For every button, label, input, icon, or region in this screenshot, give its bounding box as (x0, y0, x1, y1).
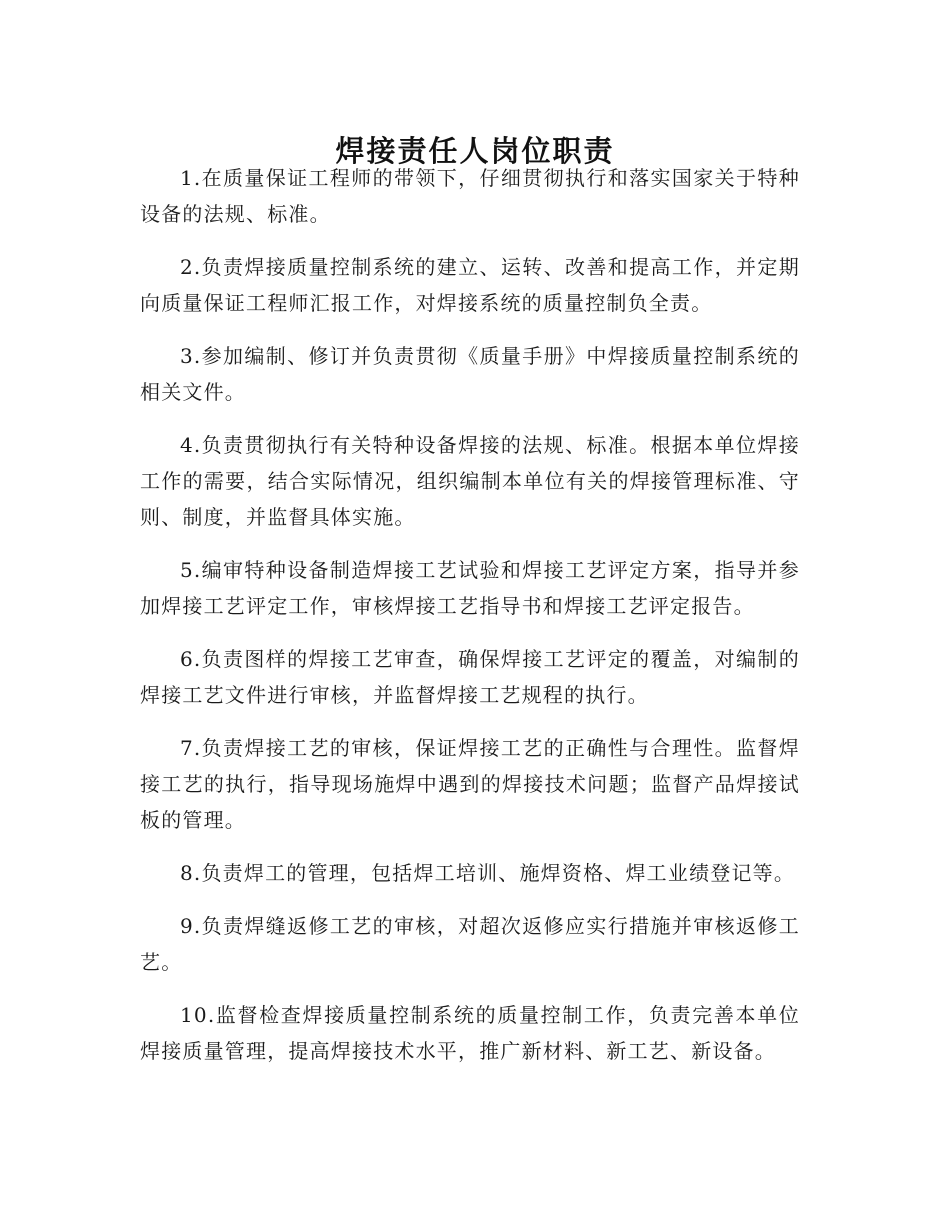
duty-item-3: 3.参加编制、修订并负责贯彻《质量手册》中焊接质量控制系统的相关文件。 (140, 344, 800, 404)
duty-item-10: 10.监督检查焊接质量控制系统的质量控制工作，负责完善本单位焊接质量管理，提高焊接技术水平，推广新材料、新工艺、新设备。 (140, 1003, 800, 1063)
duty-item-2: 2.负责焊接质量控制系统的建立、运转、改善和提高工作，并定期向质量保证工程师汇报工作，对焊接系统的质量控制负全责。 (140, 255, 800, 315)
duty-item-5: 5.编审特种设备制造焊接工艺试验和焊接工艺评定方案，指导并参加焊接工艺评定工作，审核焊接工艺指导书和焊接工艺评定报告。 (140, 558, 800, 618)
duty-item-1: 1.在质量保证工程师的带领下，仔细贯彻执行和落实国家关于特种设备的法规、标准。 (140, 166, 800, 226)
duty-item-8: 8.负责焊工的管理，包括焊工培训、施焊资格、焊工业绩登记等。 (180, 861, 796, 885)
document-body (140, 160, 800, 1086)
duty-item-7: 7.负责焊接工艺的审核，保证焊接工艺的正确性与合理性。监督焊接工艺的执行，指导现场施焊中遇到的焊接技术问题；监督产品焊接试板的管理。 (140, 736, 800, 832)
duty-item-4: 4.负责贯彻执行有关特种设备焊接的法规、标准。根据本单位焊接工作的需要，结合实际情况，组织编制本单位有关的焊接管理标准、守则、制度，并监督具体实施。 (140, 433, 800, 529)
duty-item-6: 6.负责图样的焊接工艺审查，确保焊接工艺评定的覆盖，对编制的焊接工艺文件进行审核，并监督焊接工艺规程的执行。 (140, 647, 800, 707)
page-title: 焊接责任人岗位职责 (335, 134, 615, 169)
duty-item-9: 9.负责焊缝返修工艺的审核，对超次返修应实行措施并审核返修工艺。 (140, 914, 800, 974)
